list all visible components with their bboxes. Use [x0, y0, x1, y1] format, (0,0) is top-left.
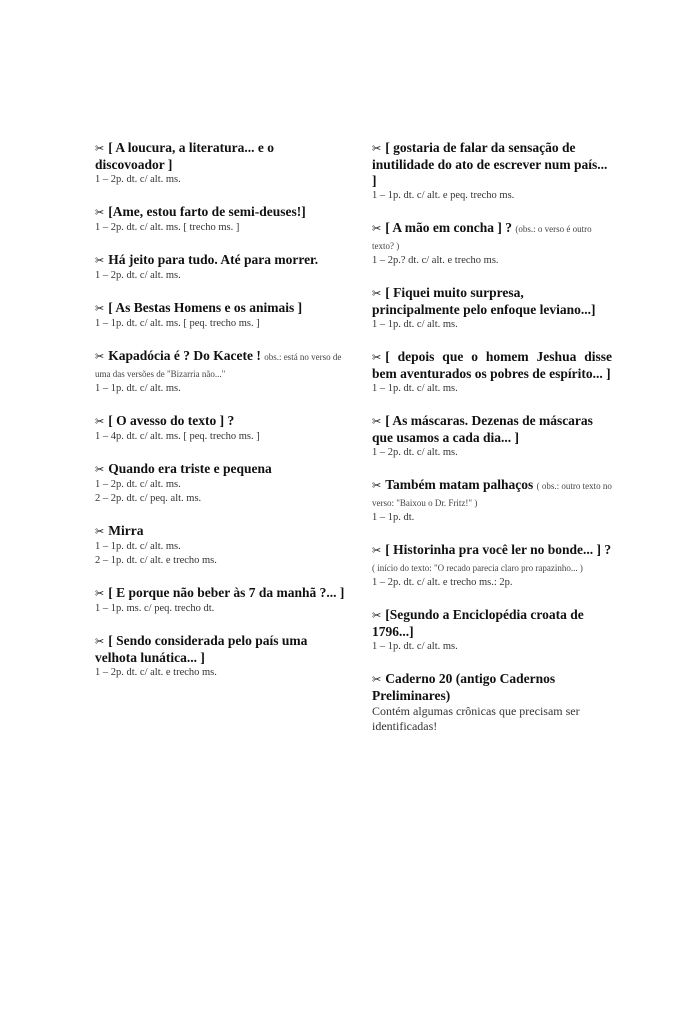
entry-note: ( início do texto: "O recado parecia claro pro rapazinho... ): [372, 563, 583, 573]
entry-title-text: [ Historinha pra você ler no bonde... ] ?: [385, 542, 612, 557]
entry-title-text: [Segundo a Enciclopédia croata de 1796...]: [372, 607, 584, 639]
catalog-entry: [372, 477, 612, 525]
entry-title: [372, 140, 612, 189]
scissors-icon: ✂: [372, 288, 382, 300]
entry-title: [95, 413, 345, 430]
catalog-entry: [372, 542, 612, 590]
scissors-icon: ✂: [372, 610, 382, 622]
entry-detail: 1 – 2p. dt. c/ alt. ms.: [95, 270, 181, 281]
scissors-icon: ✂: [95, 303, 105, 315]
scissors-icon: ✂: [372, 545, 382, 557]
scissors-icon: ✂: [372, 143, 382, 155]
entry-title-text: [ Fiquei muito surpresa, principalmente pelo enfoque leviano...]: [372, 285, 596, 317]
catalog-entry: [95, 252, 345, 283]
catalog-entry: [95, 348, 345, 396]
entry-title: [372, 285, 612, 318]
entry-title-text: [Ame, estou farto de semi-deuses!]: [108, 204, 306, 219]
entry-title: [372, 477, 612, 511]
scissors-icon: ✂: [95, 464, 105, 476]
entry-detail: 1 – 4p. dt. c/ alt. ms. [ peq. trecho ms. ]: [95, 431, 260, 442]
entry-title-text: [ depois que o homem Jeshua disse bem aventurados os pobres de espírito... ]: [372, 349, 612, 381]
entry-detail: 1 – 1p. dt. c/ alt. ms.: [95, 541, 181, 552]
entry-title: [95, 523, 345, 540]
scissors-icon: ✂: [95, 351, 105, 363]
entry-detail: 1 – 1p. dt.: [372, 512, 415, 523]
catalog-entry: [95, 300, 345, 331]
entry-title: [95, 204, 345, 221]
entry-title: [95, 585, 345, 602]
entry-title: [372, 671, 612, 704]
entry-title-text: [ A loucura, a literatura... e o discovoador ]: [95, 140, 274, 172]
entry-title-text: Kapadócia é ? Do Kacete !: [108, 348, 261, 363]
entry-title: [372, 542, 612, 576]
entry-detail: 1 – 1p. dt. c/ alt. ms.: [95, 383, 181, 394]
entry-title-text: Mirra: [108, 523, 144, 538]
catalog-entry: [372, 349, 612, 396]
entry-title: [372, 220, 612, 254]
catalog-entry: [95, 204, 345, 235]
entry-note: ( obs.: outro texto no verso: "Baixou o Dr. Fritz!" ): [372, 481, 612, 508]
catalog-entry: [95, 140, 345, 187]
entry-title-text: Caderno 20 (antigo Cadernos Preliminares): [372, 671, 556, 703]
entry-detail: 2 – 1p. dt. c/ alt. e trecho ms.: [95, 555, 217, 566]
entry-detail: 1 – 2p. dt. c/ alt. ms.: [95, 479, 181, 490]
entry-title: [372, 349, 612, 382]
entry-detail: 1 – 1p. dt. c/ alt. ms. [ peq. trecho ms. ]: [95, 318, 260, 329]
entry-detail: 1 – 1p. dt. c/ alt. ms.: [372, 383, 458, 394]
scissors-icon: ✂: [372, 416, 382, 428]
entry-title: [95, 300, 345, 317]
entry-title-text: Há jeito para tudo. Até para morrer.: [108, 252, 319, 267]
entry-title: [95, 252, 345, 269]
entry-note: obs.: está no verso de uma das versões de "Bizarria não...": [95, 352, 342, 379]
scissors-icon: ✂: [95, 526, 105, 538]
entry-detail: 1 – 2p. dt. c/ alt. ms.: [372, 447, 458, 458]
entry-detail: 1 – 2p.? dt. c/ alt. e trecho ms.: [372, 255, 499, 266]
left-column: [95, 140, 345, 697]
scissors-icon: ✂: [372, 480, 382, 492]
scissors-icon: ✂: [95, 207, 105, 219]
catalog-entry: [95, 633, 345, 680]
entry-note: (obs.: o verso é outro texto? ): [372, 224, 592, 251]
entry-detail: 1 – 1p. dt. c/ alt. e peq. trecho ms.: [372, 190, 515, 201]
entry-title: [95, 348, 345, 382]
entry-detail: 1 – 2p. dt. c/ alt. e trecho ms.: [95, 667, 217, 678]
scissors-icon: ✂: [95, 143, 105, 155]
scissors-icon: ✂: [95, 255, 105, 267]
catalog-entry: [95, 523, 345, 568]
entry-title-text: [ Sendo considerada pelo país uma velhota lunática... ]: [95, 633, 308, 665]
entry-description: Contém algumas crônicas que precisam ser identificadas!: [372, 704, 580, 733]
scissors-icon: ✂: [372, 352, 382, 364]
catalog-entry: [372, 413, 612, 460]
catalog-entry: [372, 285, 612, 332]
entry-title: [95, 140, 345, 173]
entry-title-text: Quando era triste e pequena: [108, 461, 272, 476]
catalog-entry: [372, 140, 612, 203]
entry-title-text: [ As Bestas Homens e os animais ]: [108, 300, 303, 315]
entry-detail: 2 – 2p. dt. c/ peq. alt. ms.: [95, 493, 202, 504]
entry-detail: 1 – 1p. dt. c/ alt. ms.: [372, 319, 458, 330]
scissors-icon: ✂: [372, 674, 382, 686]
scissors-icon: ✂: [95, 588, 105, 600]
catalog-entry: [372, 220, 612, 268]
entry-title-text: [ A mão em concha ] ?: [385, 220, 512, 235]
entry-title: [95, 461, 345, 478]
entry-detail: 1 – 1p. ms. c/ peq. trecho dt.: [95, 603, 215, 614]
entry-detail: 1 – 1p. dt. c/ alt. ms.: [372, 641, 458, 652]
catalog-entry: [95, 585, 345, 616]
entry-title-text: [ E porque não beber às 7 da manhã ?... ]: [108, 585, 345, 600]
scissors-icon: ✂: [372, 223, 382, 235]
entry-detail: 1 – 2p. dt. c/ alt. ms. [ trecho ms. ]: [95, 222, 240, 233]
entry-title: [95, 633, 345, 666]
scissors-icon: ✂: [95, 636, 105, 648]
entry-title: [372, 413, 612, 446]
scissors-icon: ✂: [95, 416, 105, 428]
entry-detail: 1 – 2p. dt. c/ alt. ms.: [95, 174, 181, 185]
entry-title-text: Também matam palhaços: [385, 477, 534, 492]
entry-title-text: [ As máscaras. Dezenas de máscaras que usamos a cada dia... ]: [372, 413, 593, 445]
catalog-entry: [95, 461, 345, 506]
entry-title-text: [ O avesso do texto ] ?: [108, 413, 235, 428]
right-column: [372, 140, 612, 751]
catalog-entry: [95, 413, 345, 444]
catalog-entry: [372, 671, 612, 734]
entry-title: [372, 607, 612, 640]
catalog-entry: [372, 607, 612, 654]
entry-title-text: [ gostaria de falar da sensação de inutilidade do ato de escrever num país... ]: [372, 140, 608, 188]
entry-detail: 1 – 2p. dt. c/ alt. e trecho ms.: 2p.: [372, 577, 513, 588]
